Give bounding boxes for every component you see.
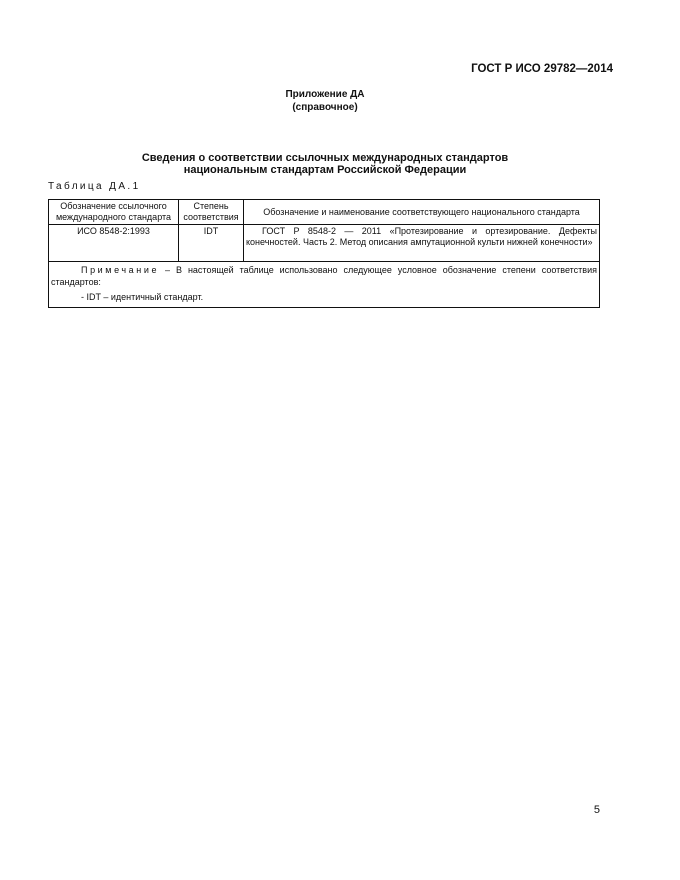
document-code: ГОСТ Р ИСО 29782—2014 (471, 63, 613, 75)
cell-national-standard (244, 225, 600, 262)
cell-degree: IDT (179, 225, 244, 262)
standards-correspondence-table (48, 199, 600, 308)
table-header-row (49, 200, 600, 225)
table-note (49, 262, 600, 308)
cell-ref-standard: ИСО 8548-2:1993 (49, 225, 179, 262)
national-standard-text: ГОСТ Р 8548-2 — 2011 «Протезирование и ортезирование. Дефекты конечностей. Часть 2. Метод описания ампутационной культи нижней конечности» (246, 226, 597, 247)
column-header-national-standard: Обозначение и наименование соответствующего национального стандарта (244, 200, 600, 225)
section-title-line-2: национальным стандартам Российской Федерации (183, 164, 467, 176)
table-row (49, 225, 600, 262)
column-header-ref-standard: Обозначение ссылочного международного стандарта (49, 200, 179, 225)
table-note-row (49, 262, 600, 308)
annex-status: (справочное) (292, 102, 358, 113)
note-body: – В настоящей таблице использовано следующее условное обозначение степени соответствия стандартов: (51, 265, 597, 287)
note-label: Примечание (81, 265, 160, 275)
table-caption: Таблица ДА.1 (48, 181, 141, 192)
note-item: - IDT – идентичный стандарт. (81, 292, 204, 302)
annex-title: Приложение ДА (285, 89, 365, 100)
note-text (51, 265, 597, 288)
section-title-line-1: Сведения о соответствии ссылочных международных стандартов (141, 152, 509, 164)
column-header-degree: Степень соответствия (179, 200, 244, 225)
page-number: 5 (593, 804, 600, 816)
